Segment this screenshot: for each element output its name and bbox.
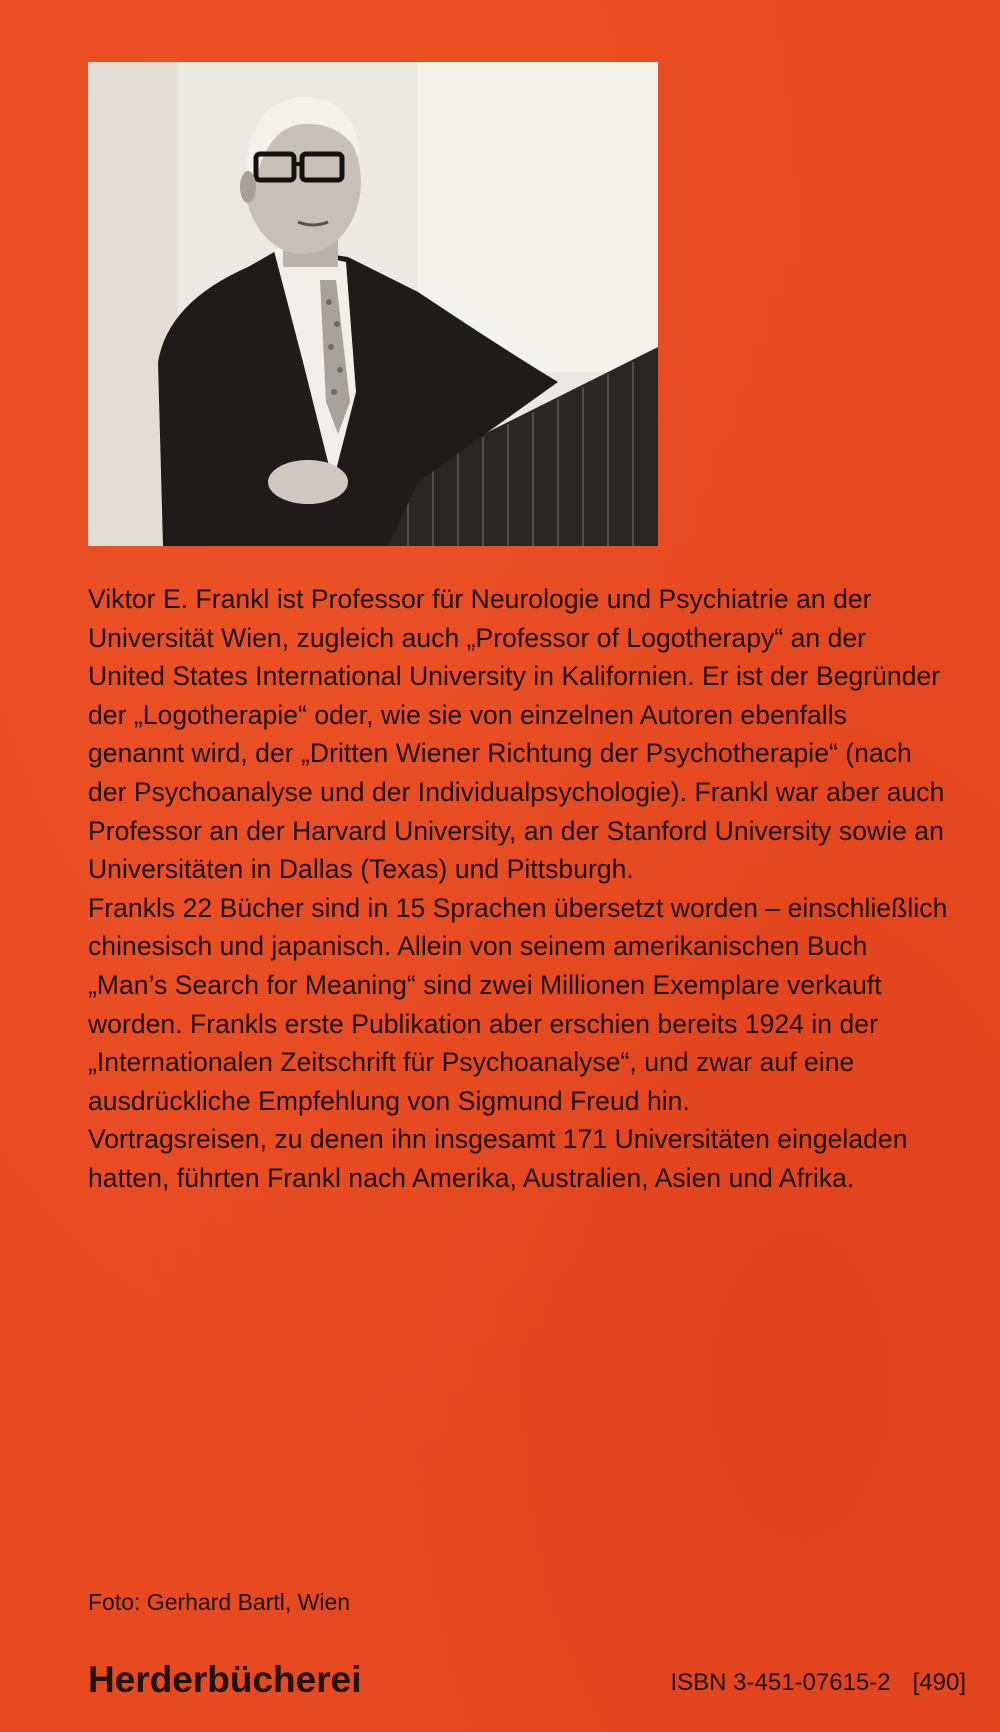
bio-paragraph: Viktor E. Frankl ist Professor für Neurologie und Psychiatrie an der Universität Wien, zugleich auch „Professor of Logotherapy“ an der United States International University in Kalifornien. Er ist der Begründer der „Logotherapie“ oder, wie sie von einzelnen Autoren ebenfalls genannt wird, der „Dritten Wiener Richtung der Psychotherapie“ (nach der Psychoanalyse und der Individualpsychologie). Frankl war aber auch Professor an der Harvard University, an der Stanford University sowie an Universitäten in Dallas (Texas) und Pittsburgh. xyxy=(88,584,945,885)
photo-credit: Foto: Gerhard Bartl, Wien xyxy=(88,1589,351,1615)
isbn-block xyxy=(670,1668,966,1698)
author-photo-illustration xyxy=(88,62,658,546)
isbn-number: ISBN 3-451-07615-2 xyxy=(670,1669,891,1696)
author-biography xyxy=(88,580,948,1198)
bio-paragraph: Vortragsreisen, zu denen ihn insgesamt 171 Universitäten eingeladen hatten, führten Frankl nach Amerika, Australien, Asien und Afrika. xyxy=(88,1124,908,1193)
bio-paragraph: Frankls 22 Bücher sind in 15 Sprachen übersetzt worden – einschließlich chinesisch und japanisch. Allein von seinem amerikanischen Buch „Man’s Search for Meaning“ sind zwei Millionen Exemplare verkauft worden. Frankls erste Publikation aber erschien bereits 1924 in der „Internationalen Zeitschrift für Psychoanalyse“, und zwar auf eine ausdrückliche Empfehlung von Sigmund Freud hin. xyxy=(88,892,948,1116)
author-photo xyxy=(88,62,658,546)
series-number: [490] xyxy=(912,1669,966,1696)
publisher-name: Herderbücherei xyxy=(88,1659,362,1700)
